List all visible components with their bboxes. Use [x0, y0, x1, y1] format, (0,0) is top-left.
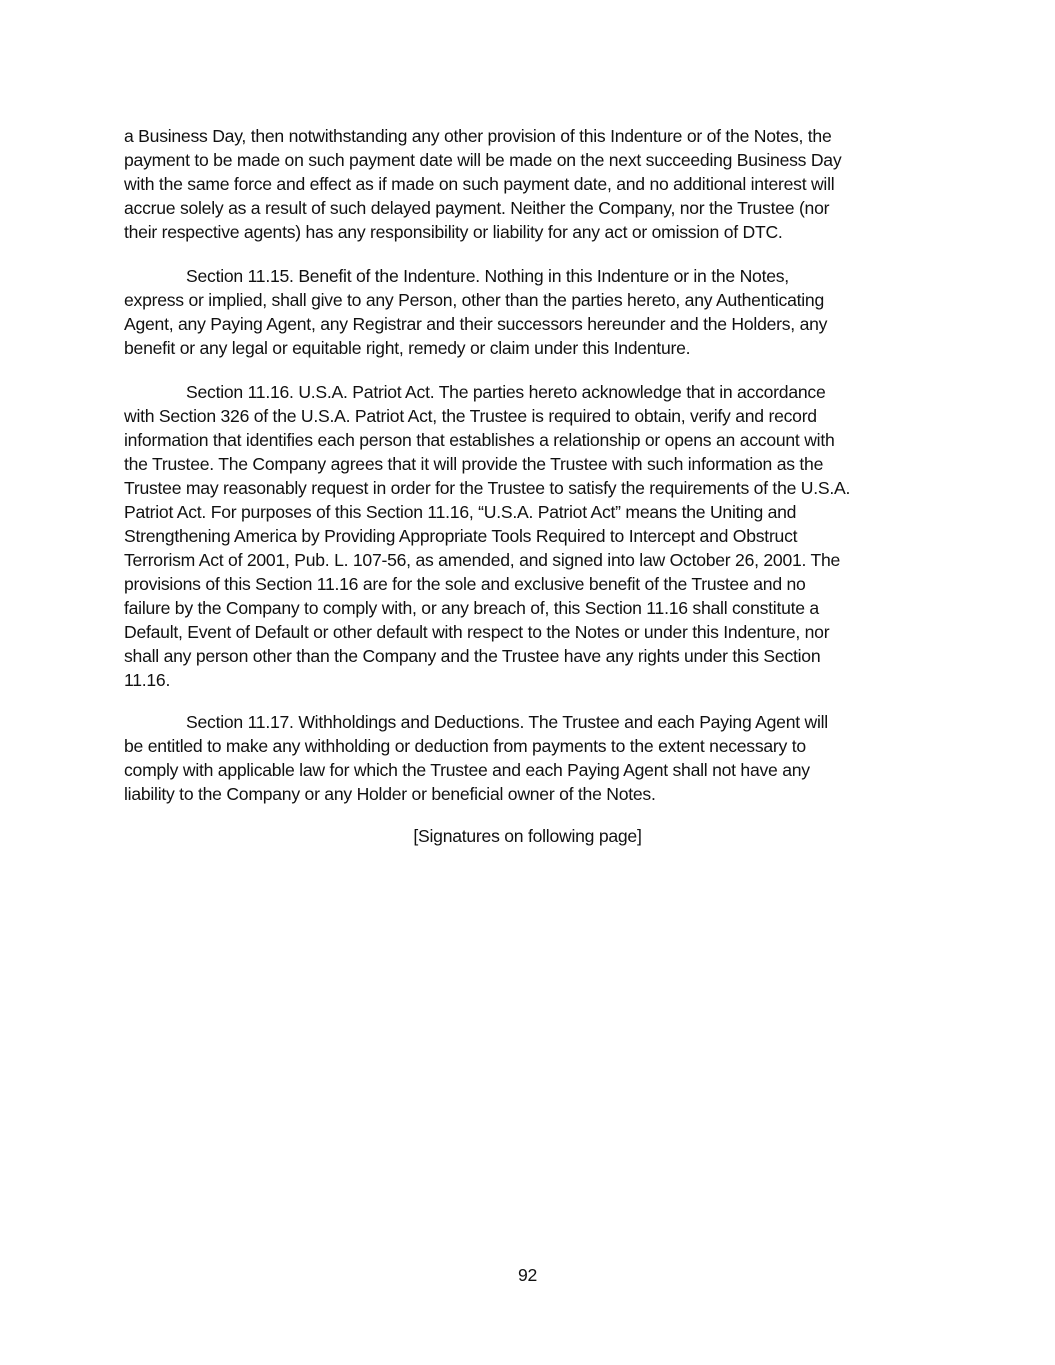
- page-number: 92: [517, 1265, 538, 1285]
- text-line: liability to the Company or any Holder or beneficial owner of the Notes.: [124, 784, 656, 804]
- section-11-17: [124, 710, 828, 806]
- signatures-note: [Signatures on following page]: [413, 826, 642, 846]
- text-line: Section 11.17. Withholdings and Deductions. The Trustee and each Paying Agent will: [186, 712, 828, 732]
- text-line: be entitled to make any withholding or deduction from payments to the extent necessary to: [124, 736, 806, 756]
- text-line: provisions of this Section 11.16 are for the sole and exclusive benefit of the Trustee and no: [124, 574, 806, 594]
- text-line: with the same force and effect as if made on such payment date, and no additional interest will: [124, 174, 835, 194]
- section-11-16: [124, 380, 850, 692]
- text-line: with Section 326 of the U.S.A. Patriot Act, the Trustee is required to obtain, verify and record: [124, 406, 817, 426]
- text-line: a Business Day, then notwithstanding any other provision of this Indenture or of the Notes, the: [124, 126, 832, 146]
- text-line: payment to be made on such payment date will be made on the next succeeding Business Day: [124, 150, 842, 170]
- text-line: the Trustee. The Company agrees that it will provide the Trustee with such information as the: [124, 454, 824, 474]
- text-line: shall any person other than the Company and the Trustee have any rights under this Section: [124, 646, 821, 666]
- text-line: information that identifies each person that establishes a relationship or opens an account with: [124, 430, 835, 450]
- text-line: accrue solely as a result of such delayed payment. Neither the Company, nor the Trustee (nor: [124, 198, 830, 218]
- text-line: benefit or any legal or equitable right, remedy or claim under this Indenture.: [124, 338, 691, 358]
- text-line: Default, Event of Default or other default with respect to the Notes or under this Indenture, nor: [124, 622, 830, 642]
- text-line: comply with applicable law for which the Trustee and each Paying Agent shall not have any: [124, 760, 810, 780]
- section-11-15: [124, 264, 827, 360]
- text-line: Agent, any Paying Agent, any Registrar and their successors hereunder and the Holders, any: [124, 314, 828, 334]
- text-line: Section 11.15. Benefit of the Indenture. Nothing in this Indenture or in the Notes,: [186, 266, 789, 286]
- text-line: failure by the Company to comply with, or any breach of, this Section 11.16 shall constitute a: [124, 598, 819, 618]
- text-line: Trustee may reasonably request in order for the Trustee to satisfy the requirements of the U.S.A.: [124, 478, 851, 498]
- text-line: 11.16.: [124, 670, 171, 690]
- text-line: Patriot Act. For purposes of this Section 11.16, “U.S.A. Patriot Act” means the Uniting and: [124, 502, 797, 522]
- text-line: Terrorism Act of 2001, Pub. L. 107-56, as amended, and signed into law October 26, 2001. The: [124, 550, 841, 570]
- text-line: Section 11.16. U.S.A. Patriot Act. The parties hereto acknowledge that in accordance: [186, 382, 826, 402]
- paragraph-business-day: [124, 124, 841, 244]
- text-line: express or implied, shall give to any Person, other than the parties hereto, any Authenticating: [124, 290, 824, 310]
- text-line: their respective agents) has any responsibility or liability for any act or omission of DTC.: [124, 222, 783, 242]
- text-line: Strengthening America by Providing Appropriate Tools Required to Intercept and Obstruct: [124, 526, 798, 546]
